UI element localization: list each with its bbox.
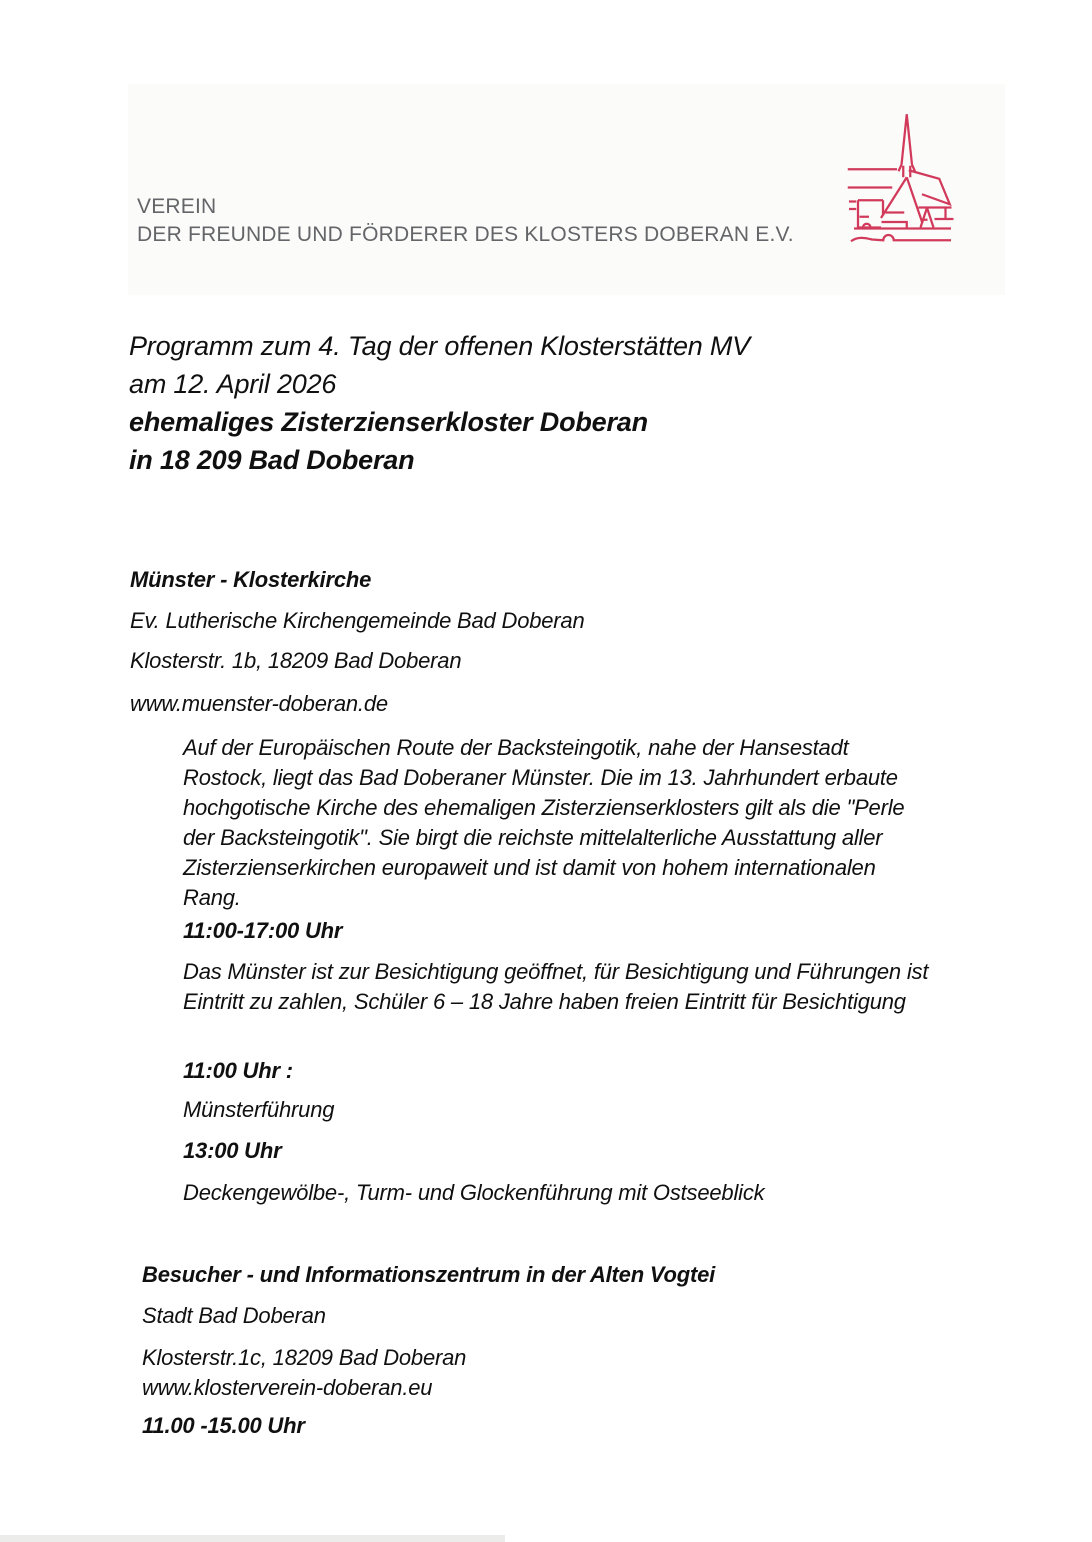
title-line-1: Programm zum 4. Tag der offenen Klosterstätten MV bbox=[129, 331, 750, 361]
document-title bbox=[129, 327, 750, 479]
title-line-3: ehemaliges Zisterzienserkloster Doberan bbox=[129, 407, 648, 437]
org-name-line1: VEREIN bbox=[137, 195, 217, 218]
organization-name bbox=[137, 193, 794, 249]
venue-address-block bbox=[142, 1343, 466, 1403]
venue-address: Klosterstr.1c, 18209 Bad Doberan bbox=[142, 1345, 467, 1370]
org-name-line2: DER FREUNDE UND FÖRDERER DES KLOSTERS DOBERAN E.V. bbox=[137, 223, 794, 246]
venue-name: Ev. Lutherische Kirchengemeinde Bad Doberan bbox=[130, 608, 585, 633]
kloster-doberan-logo-icon bbox=[834, 90, 984, 276]
venue-operator: Stadt Bad Doberan bbox=[142, 1303, 326, 1328]
event-detail-2: Münsterführung bbox=[183, 1097, 335, 1122]
event-time-3: 13:00 Uhr bbox=[183, 1138, 282, 1163]
event-detail-3: Deckengewölbe-, Turm- und Glockenführung mit Ostseeblick bbox=[183, 1180, 765, 1205]
venue-description: Auf der Europäischen Route der Backsteingotik, nahe der Hansestadt Rostock, liegt das Bad Doberaner Münster. Die im 13. Jahrhundert erbaute hochgotische Kirche des ehemaligen Zisterzienserklosters gilt als die "Perle der Backsteingotik". Sie birgt die reichste mittelalterliche Ausstattung aller Zisterzienserkirchen europaweit und ist damit von hohem internationalen Rang. bbox=[183, 735, 905, 910]
scan-edge-artifact bbox=[0, 1535, 505, 1542]
section-heading-muenster: Münster - Klosterkirche bbox=[130, 567, 372, 592]
event-detail-1: Das Münster ist zur Besichtigung geöffnet, für Besichtigung und Führungen ist Eintritt zu zahlen, Schüler 6 – 18 Jahre haben freien Eintritt für Besichtigung bbox=[183, 959, 929, 1014]
event-time-2: 11:00 Uhr : bbox=[183, 1058, 293, 1083]
venue-address: Klosterstr. 1b, 18209 Bad Doberan bbox=[130, 648, 462, 673]
event-time-4: 11.00 -15.00 Uhr bbox=[142, 1413, 305, 1438]
event-time-1: 11:00-17:00 Uhr bbox=[183, 918, 343, 943]
venue-website: www.klosterverein-doberan.eu bbox=[142, 1375, 433, 1400]
title-line-4: in 18 209 Bad Doberan bbox=[129, 445, 415, 475]
title-line-2: am 12. April 2026 bbox=[129, 369, 337, 399]
venue-website: www.muenster-doberan.de bbox=[130, 691, 388, 716]
letterhead bbox=[128, 84, 1005, 295]
section-heading-vogtei: Besucher - und Informationszentrum in der Alten Vogtei bbox=[142, 1262, 716, 1287]
